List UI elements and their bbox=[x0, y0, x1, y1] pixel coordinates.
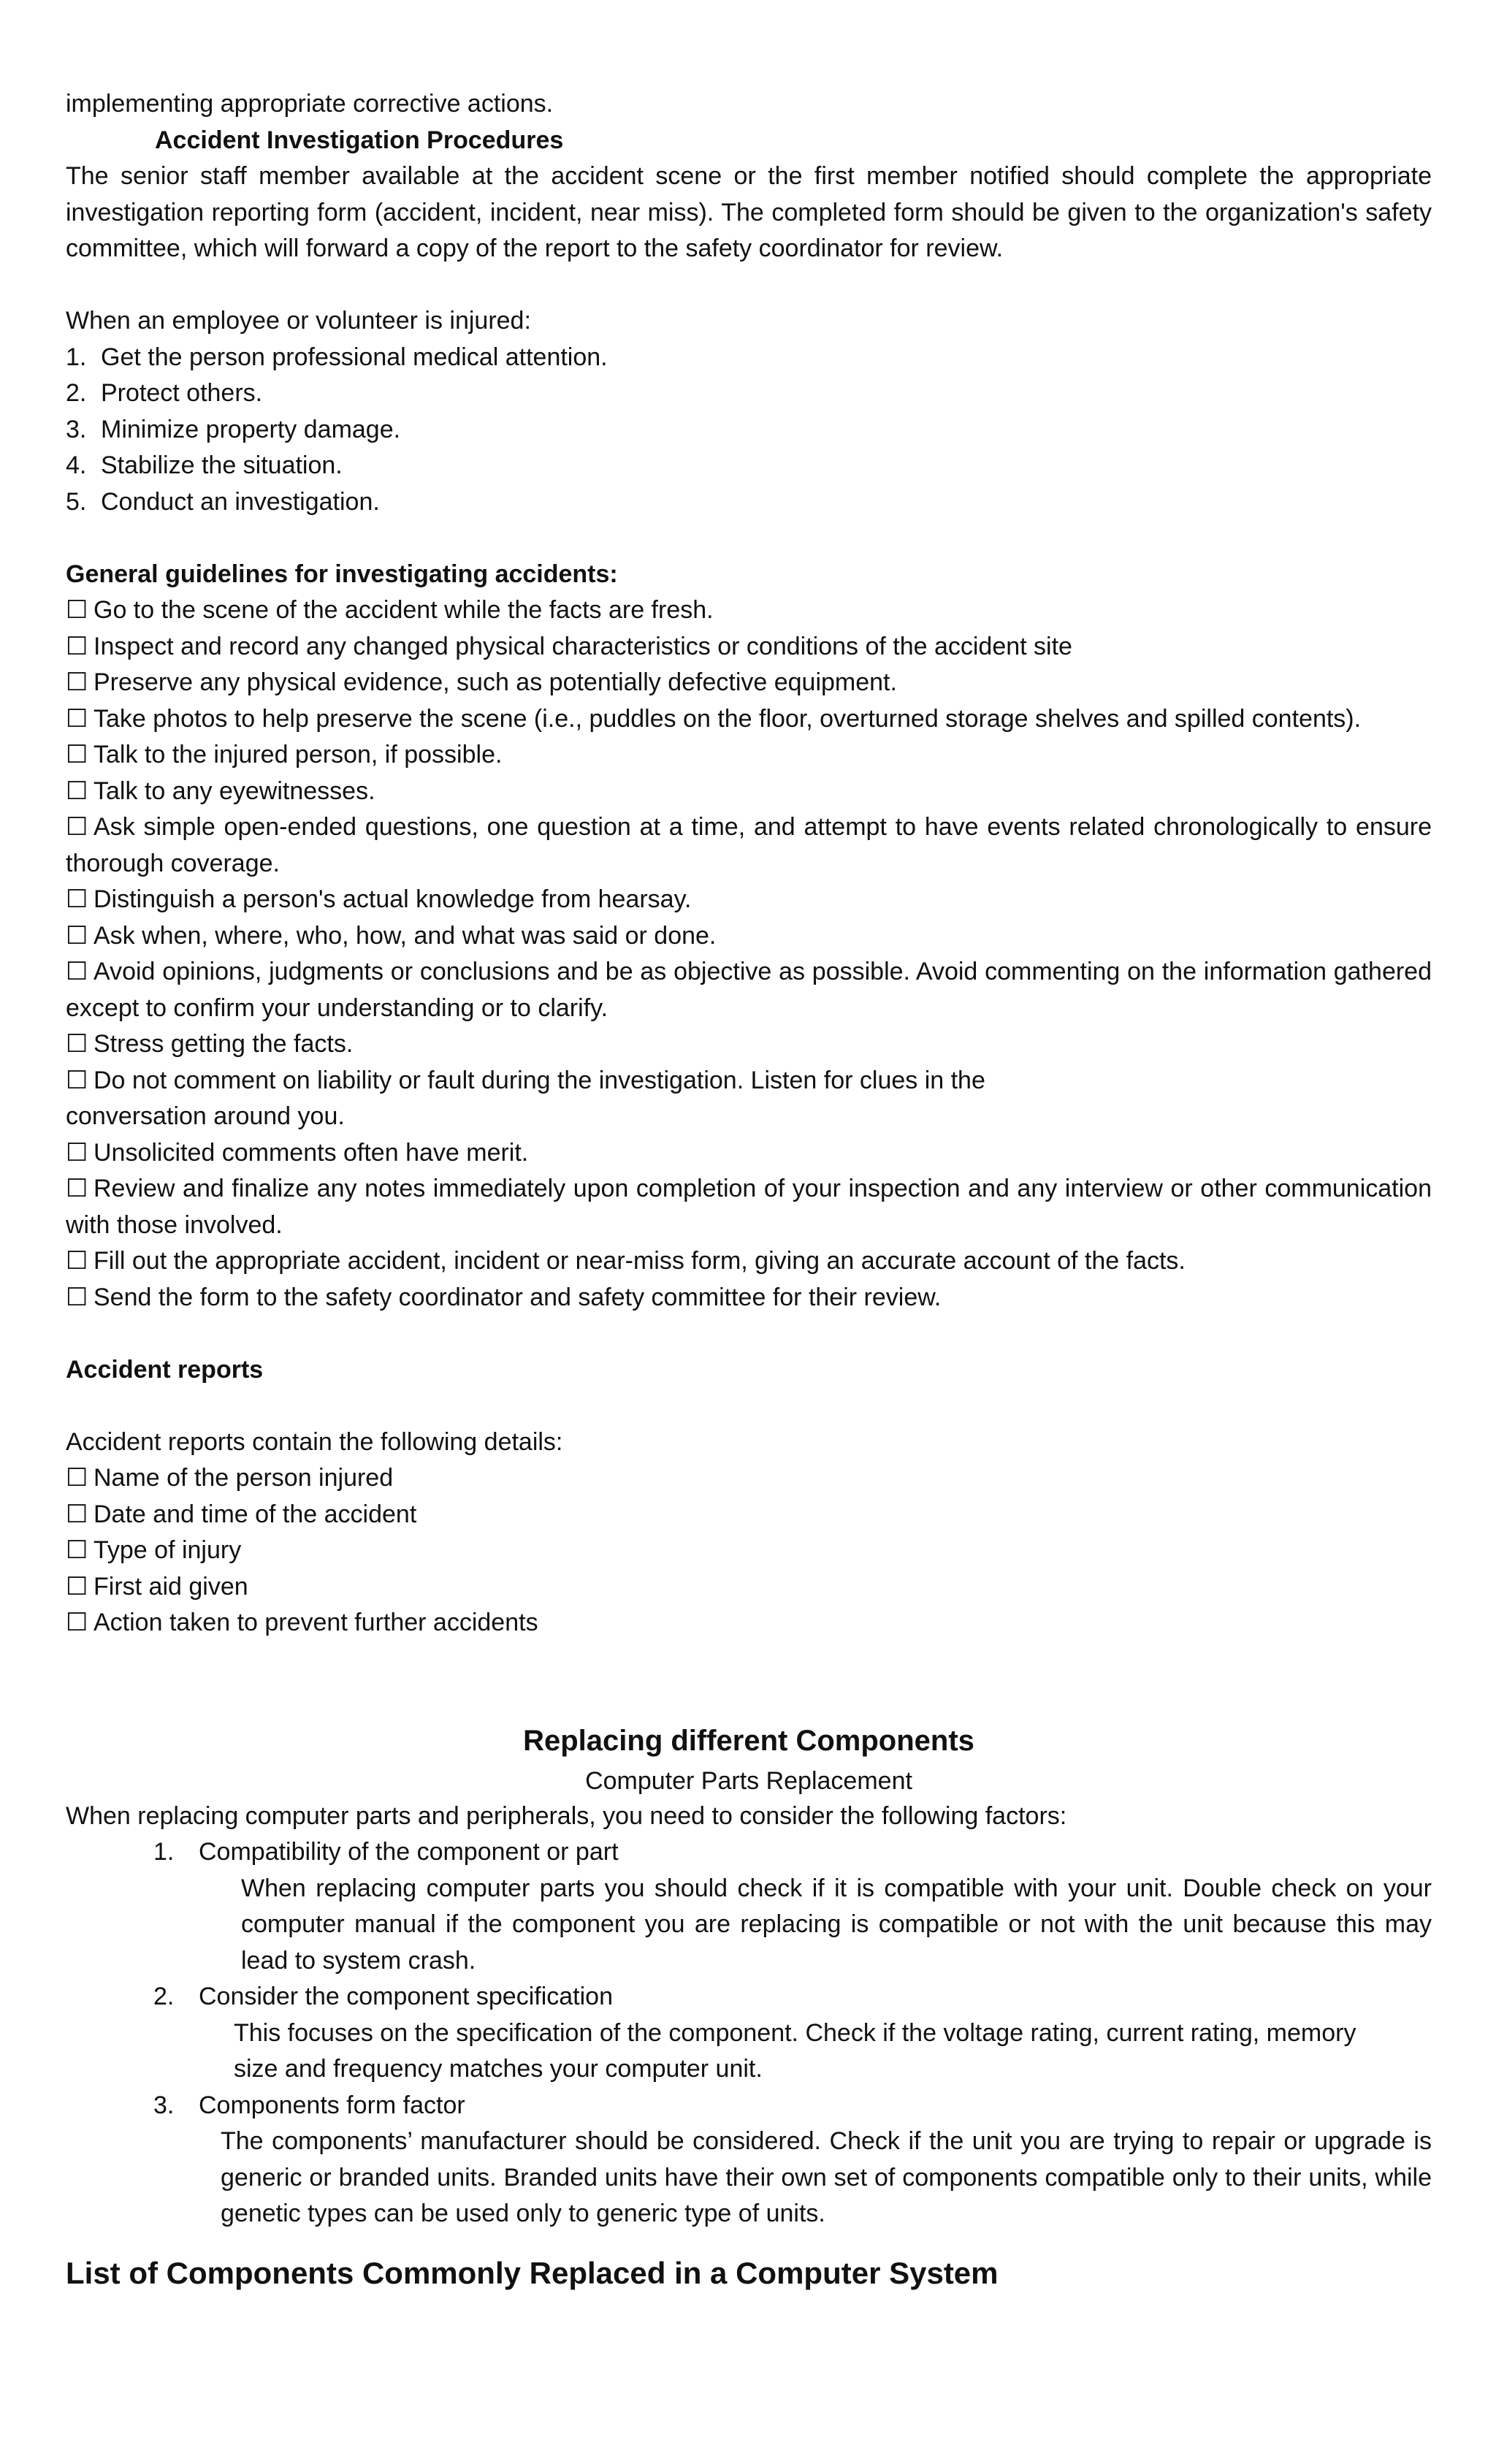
factors-list bbox=[66, 1834, 1432, 2232]
checkbox-bullet-icon: ☐ bbox=[66, 1065, 88, 1095]
guideline-item: ☐ Review and finalize any notes immediately upon completion of your inspection and any interview or other communication with those involved. bbox=[66, 1171, 1432, 1243]
checkbox-bullet-icon: ☐ bbox=[66, 1536, 88, 1565]
factor-title: 1. Compatibility of the component or part bbox=[153, 1838, 619, 1866]
checkbox-bullet-icon: ☐ bbox=[66, 812, 88, 842]
report-detail-item: ☐ Date and time of the accident bbox=[66, 1497, 1432, 1533]
checkbox-bullet-icon: ☐ bbox=[66, 1246, 88, 1275]
replacing-subtitle: Computer Parts Replacement bbox=[585, 1766, 912, 1795]
report-detail-item: ☐ Action taken to prevent further accidents bbox=[66, 1605, 1432, 1641]
checkbox-bullet-icon: ☐ bbox=[66, 776, 88, 806]
guideline-item: ☐ Do not comment on liability or fault during the investigation. Listen for clues in the bbox=[66, 1063, 1432, 1099]
guideline-item: ☐ Take photos to help preserve the scene (i.e., puddles on the floor, overturned storage shelves and spilled contents). bbox=[66, 701, 1432, 738]
injured-step: 3. Minimize property damage. bbox=[66, 415, 401, 443]
checkbox-bullet-icon: ☐ bbox=[66, 1137, 88, 1167]
reports-lead: Accident reports contain the following details: bbox=[66, 1427, 563, 1456]
replacing-lead: When replacing computer parts and peripherals, you need to consider the following factors: bbox=[66, 1801, 1067, 1830]
report-detail-item: ☐ First aid given bbox=[66, 1569, 1432, 1606]
reports-heading: Accident reports bbox=[66, 1355, 264, 1384]
checkbox-bullet-icon: ☐ bbox=[66, 1608, 88, 1637]
reports-list bbox=[66, 1460, 1432, 1641]
guideline-item: ☐ Ask simple open-ended questions, one question at a time, and attempt to have events related chronologically to ensure thorough coverage. bbox=[66, 809, 1432, 882]
injured-step: 4. Stabilize the situation. bbox=[66, 451, 343, 479]
aip-paragraph: The senior staff member available at the accident scene or the first member notified should complete the appropriate investigation reporting form (accident, incident, near miss). The completed form should be given to the organization's safety committee, which will forward a copy of the report to the safety coordinator for review. bbox=[66, 162, 1432, 262]
checkbox-bullet-icon: ☐ bbox=[66, 920, 88, 950]
factor-description: This focuses on the specification of the component. Check if the voltage rating, current rating, memory size and frequency matches your computer unit. bbox=[234, 2018, 1356, 2083]
guideline-item: ☐ Unsolicited comments often have merit. bbox=[66, 1135, 1432, 1172]
checkbox-bullet-icon: ☐ bbox=[66, 703, 88, 733]
factor-title: 3. Components form factor bbox=[153, 2091, 465, 2119]
checkbox-bullet-icon: ☐ bbox=[66, 1282, 88, 1312]
guideline-item: ☐ Inspect and record any changed physical characteristics or conditions of the accident site bbox=[66, 629, 1432, 665]
checkbox-bullet-icon: ☐ bbox=[66, 1463, 88, 1492]
injured-step: 5. Conduct an investigation. bbox=[66, 487, 380, 516]
injured-step: 2. Protect others. bbox=[66, 379, 263, 407]
replacing-title: Replacing different Components bbox=[523, 1724, 974, 1757]
guideline-item: ☐ Fill out the appropriate accident, incident or near-miss form, giving an accurate account of the facts. bbox=[66, 1243, 1432, 1280]
checkbox-bullet-icon: ☐ bbox=[66, 631, 88, 661]
aip-heading: Accident Investigation Procedures bbox=[155, 126, 564, 154]
checkbox-bullet-icon: ☐ bbox=[66, 740, 88, 769]
guideline-item: ☐ Preserve any physical evidence, such as potentially defective equipment. bbox=[66, 665, 1432, 701]
factor-description: When replacing computer parts you should check if it is compatible with your unit. Double check on your computer manual if the component you are replacing is compatible or not with the unit because this may lead to system crash. bbox=[241, 1874, 1432, 1975]
components-list-title: List of Components Commonly Replaced in a Computer System bbox=[66, 2255, 999, 2290]
guideline-item: ☐ Avoid opinions, judgments or conclusions and be as objective as possible. Avoid commenting on the information gathered except to confirm your understanding or to clarify. bbox=[66, 954, 1432, 1026]
checkbox-bullet-icon: ☐ bbox=[66, 885, 88, 914]
checkbox-bullet-icon: ☐ bbox=[66, 668, 88, 697]
intro-tail-text: implementing appropriate corrective actions. bbox=[66, 90, 554, 118]
guideline-item: ☐ Go to the scene of the accident while the facts are fresh. bbox=[66, 592, 1432, 629]
injured-step: 1. Get the person professional medical attention. bbox=[66, 343, 608, 371]
checkbox-bullet-icon: ☐ bbox=[66, 1571, 88, 1601]
guideline-item: ☐ Distinguish a person's actual knowledge from hearsay. bbox=[66, 882, 1432, 918]
factor-title: 2. Consider the component specification bbox=[153, 1983, 613, 2010]
guideline-item: ☐ Talk to the injured person, if possible. bbox=[66, 737, 1432, 774]
guideline-item: ☐ Send the form to the safety coordinator and safety committee for their review. bbox=[66, 1280, 1432, 1316]
factor-description: The components’ manufacturer should be considered. Check if the unit you are trying to repair or upgrade is generic or branded units. Branded units have their own set of components compatible only to their units, while genetic types can be used only to generic type of units. bbox=[221, 2127, 1432, 2227]
guideline-item: ☐ Stress getting the facts. bbox=[66, 1026, 1432, 1063]
checkbox-bullet-icon: ☐ bbox=[66, 1029, 88, 1059]
injured-lead: When an employee or volunteer is injured: bbox=[66, 307, 531, 335]
injured-steps bbox=[66, 340, 1432, 521]
report-detail-item: ☐ Name of the person injured bbox=[66, 1460, 1432, 1497]
checkbox-bullet-icon: ☐ bbox=[66, 957, 88, 986]
checkbox-bullet-icon: ☐ bbox=[66, 595, 88, 625]
guidelines-heading: General guidelines for investigating accidents: bbox=[66, 560, 618, 588]
checkbox-bullet-icon: ☐ bbox=[66, 1499, 88, 1529]
report-detail-item: ☐ Type of injury bbox=[66, 1533, 1432, 1569]
guidelines-list bbox=[66, 592, 1432, 1316]
guideline-continuation: conversation around you. bbox=[66, 1102, 345, 1130]
guideline-item: ☐ Talk to any eyewitnesses. bbox=[66, 774, 1432, 810]
guideline-item: ☐ Ask when, where, who, how, and what was said or done. bbox=[66, 918, 1432, 955]
checkbox-bullet-icon: ☐ bbox=[66, 1174, 88, 1203]
document-page bbox=[66, 86, 1432, 2295]
